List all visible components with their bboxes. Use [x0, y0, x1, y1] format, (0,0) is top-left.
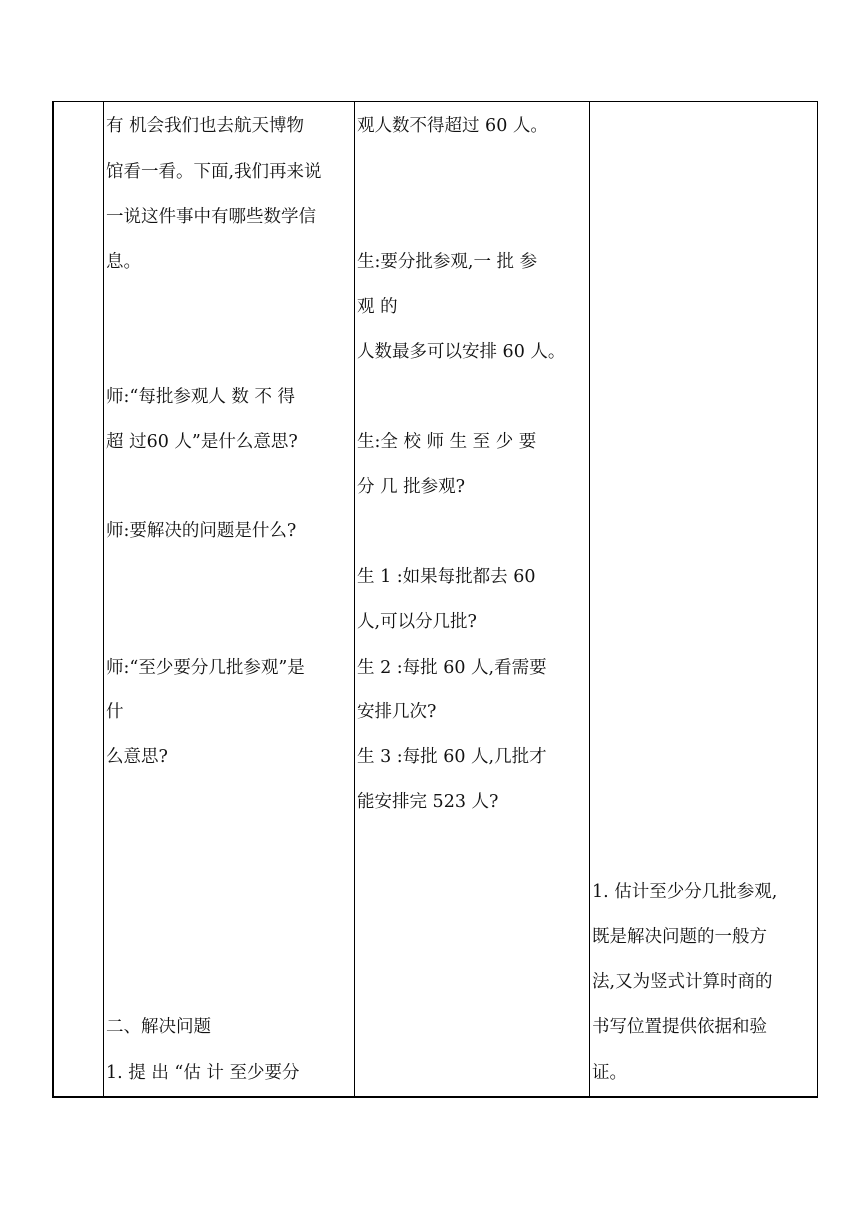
text-line: 安排几次? [357, 702, 437, 722]
text-line: 师:要解决的问题是什么? [106, 521, 297, 541]
text-line: 能安排完 523 人? [357, 792, 499, 812]
text-line: 人数最多可以安排 60 人。 [357, 342, 566, 362]
column-divider-2 [354, 101, 355, 1098]
text-line: 有 机会我们也去航天博物 [106, 116, 305, 136]
column-divider-3 [589, 101, 590, 1098]
text-line: 馆看一看。下面,我们再来说 [106, 162, 322, 182]
design-intent-column [592, 0, 816, 1216]
text-line: 既是解决问题的一般方 [592, 927, 767, 947]
text-line: 生:全 校 师 生 至 少 要 [357, 432, 537, 452]
text-line: 1. 估计至少分几批参观, [592, 882, 778, 902]
text-line: 生 2 :每批 60 人,看需要 [357, 658, 547, 678]
text-line: 么意思? [106, 747, 168, 767]
text-line: 师:“每批参观人 数 不 得 [106, 387, 296, 407]
student-activity-column [357, 0, 587, 1216]
table-left-border [52, 101, 54, 1098]
text-line: 书写位置提供依据和验 [592, 1017, 767, 1037]
column-divider-1 [103, 101, 104, 1098]
text-line: 一说这件事中有哪些数学信 [106, 207, 316, 227]
text-line: 分 几 批参观? [357, 477, 466, 497]
text-line: 生:要分批参观,一 批 参 [357, 252, 538, 272]
text-line: 人,可以分几批? [357, 612, 477, 632]
text-line: 1. 提 出 “估 计 至少要分 [106, 1063, 300, 1083]
text-line: 观人数不得超过 60 人。 [357, 116, 548, 136]
section-heading: 二、解决问题 [106, 1017, 211, 1037]
text-line: 息。 [106, 252, 141, 272]
text-line: 观 的 [357, 297, 398, 317]
text-line: 法,又为竖式计算时商的 [592, 972, 773, 992]
text-line: 生 1 :如果每批都去 60 [357, 567, 536, 587]
text-line: 超 过60 人”是什么意思? [106, 432, 298, 452]
text-line: 证。 [592, 1063, 627, 1083]
text-line: 师:“至少要分几批参观”是 [106, 658, 305, 678]
text-line: 生 3 :每批 60 人,几批才 [357, 747, 547, 767]
teacher-activity-column [106, 0, 352, 1216]
table-right-border [817, 101, 818, 1098]
text-line: 什 [106, 702, 124, 722]
